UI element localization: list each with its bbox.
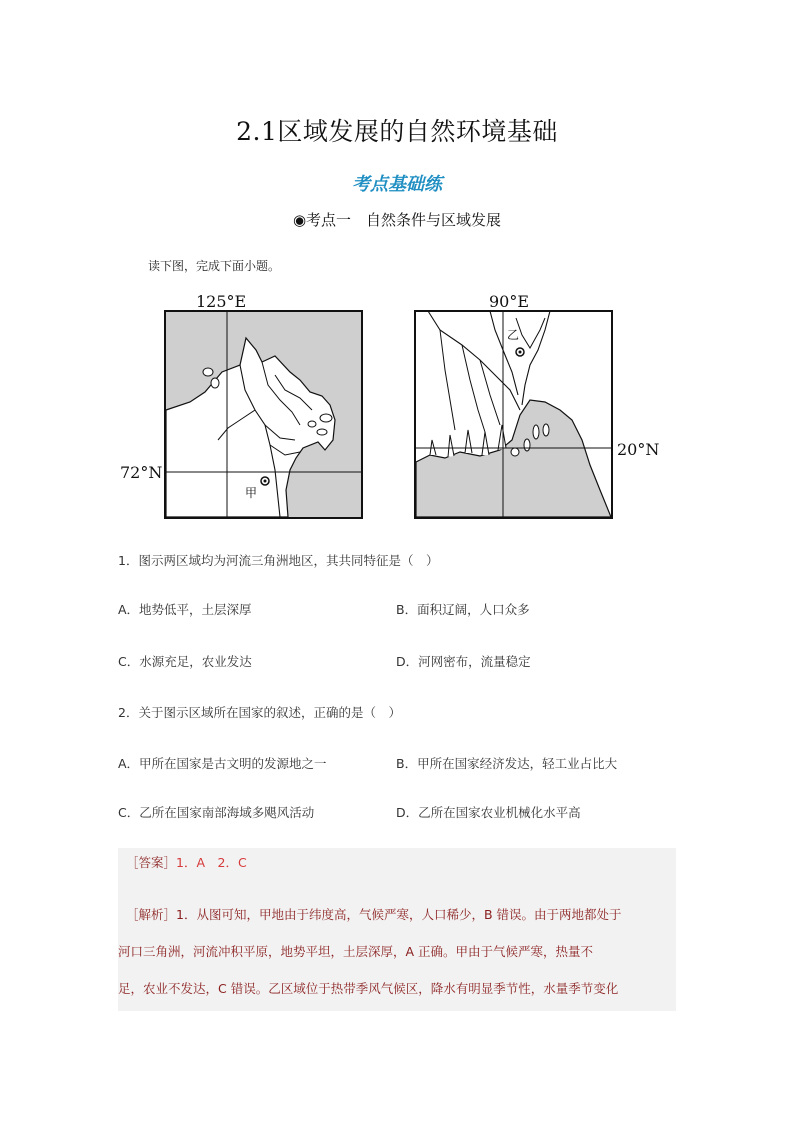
- analysis-text-1: 1．从图可知，甲地由于纬度高，气候严寒，人口稀少，B 错误。由于两地都处于: [176, 907, 622, 922]
- question-2-option-d: D．乙所在国家农业机械化水平高: [396, 805, 581, 820]
- question-2-option-b: B．甲所在国家经济发达，轻工业占比大: [396, 756, 618, 771]
- question-1-option-c: C．水源充足，农业发达: [118, 654, 252, 669]
- question-1-stem: 1．图示两区域均为河流三角洲地区，其共同特征是（ ）: [118, 553, 439, 568]
- map-right-place-label: 乙: [507, 328, 520, 342]
- page-title: 2.1区域发展的自然环境基础: [236, 117, 558, 146]
- map-left-place-label: 甲: [245, 486, 258, 500]
- map-left: [120, 292, 362, 518]
- map-left-lat-label: 72°N: [120, 463, 163, 482]
- question-1-option-a: A．地势低平，土层深厚: [118, 602, 252, 617]
- question-2-option-a: A．甲所在国家是古文明的发源地之一: [118, 756, 327, 771]
- section-heading: ◉考点一 自然条件与区域发展: [292, 211, 502, 229]
- analysis-tag: ［解析］: [126, 907, 177, 922]
- answer-box: [118, 848, 676, 1011]
- maps-figure: [0, 0, 794, 560]
- map-right-lon-label: 90°E: [489, 292, 530, 311]
- intro-text: 读下图，完成下面小题。: [148, 259, 281, 273]
- map-right-lat-label: 20°N: [617, 440, 660, 459]
- answer-tag: ［答案］: [126, 855, 177, 870]
- map-left-lon-label: 125°E: [196, 292, 247, 311]
- analysis-line-3: 足，农业不发达，C 错误。乙区域位于热带季风气候区，降水有明显季节性，水量季节变化: [118, 981, 619, 996]
- analysis-line-1: [126, 905, 622, 923]
- question-1-option-d: D．河网密布，流量稳定: [396, 654, 531, 669]
- map-right: [415, 292, 659, 518]
- question-2-option-c: C．乙所在国家南部海域多飓风活动: [118, 805, 315, 820]
- analysis-line-2: 河口三角洲，河流冲积平原，地势平坦，土层深厚，A 正确。甲由于气候严寒，热量不: [118, 944, 594, 959]
- question-2-stem: 2．关于图示区域所在国家的叙述，正确的是（ ）: [118, 705, 401, 720]
- answer-line: [126, 853, 247, 871]
- section-subtitle: 考点基础练: [352, 174, 442, 195]
- question-1-option-b: B．面积辽阔，人口众多: [396, 602, 530, 617]
- answer-text: 1．A 2．C: [176, 855, 247, 870]
